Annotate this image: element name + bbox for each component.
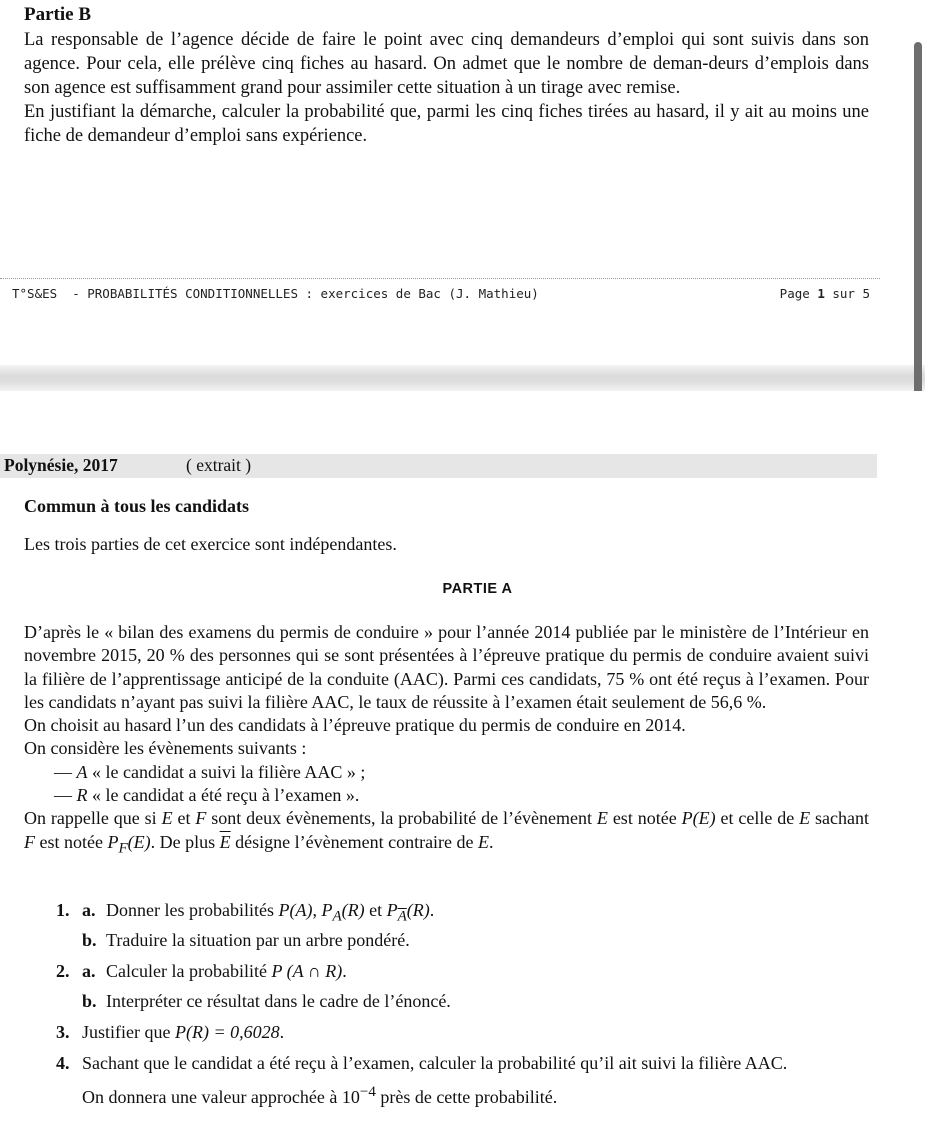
exercise-statement xyxy=(24,621,869,861)
part-b-title: Partie B xyxy=(24,4,92,25)
math-arg-e: (E) xyxy=(127,831,151,852)
statement-paragraph-3: On considère les évènements suivants : xyxy=(24,738,307,759)
recall-text: est notée xyxy=(35,831,108,852)
question-text: On donnera une valeur approchée à xyxy=(82,1087,342,1107)
event-a-text: « le candidat a suivi la filière AAC » ; xyxy=(87,761,366,782)
recall-text: sachant xyxy=(810,808,869,829)
recall-text: est notée xyxy=(607,808,682,829)
recall-text: et celle de xyxy=(715,808,800,829)
question-sub-label: a. xyxy=(82,900,96,920)
document-page-1 xyxy=(0,0,925,365)
event-a-var: A xyxy=(76,761,88,782)
math-sub-a: A xyxy=(332,908,342,925)
footer-page-current: 1 xyxy=(817,286,825,301)
footer-page-number xyxy=(780,286,870,301)
page-separator xyxy=(0,365,925,391)
math-p: P xyxy=(386,900,398,920)
footer-page-suffix: sur 5 xyxy=(824,286,870,301)
question-1a xyxy=(56,899,434,929)
math-e: E xyxy=(161,808,173,829)
footer-page-prefix: Page xyxy=(779,286,818,301)
footer-title: T°S&ES - PROBABILITÉS CONDITIONNELLES : exercices de Bac (J. Mathieu) xyxy=(12,286,539,301)
question-sub-label: b. xyxy=(82,930,97,950)
question-number: 3. xyxy=(56,1022,70,1042)
question-number: 2. xyxy=(56,961,70,981)
math-sub-f: F xyxy=(118,840,128,857)
question-text: Sachant que le candidat a été reçu à l’examen, calculer la probabilité qu’il ait suivi la filière AAC. xyxy=(82,1053,788,1073)
math-pe: P(E) xyxy=(681,808,716,829)
math-pr-value: P(R) = 0,6028 xyxy=(174,1022,280,1042)
question-1b xyxy=(82,929,410,952)
math-arg-r: (R) xyxy=(341,900,365,920)
math-e: E xyxy=(478,831,490,852)
part-b-paragraph-1: La responsable de l’agence décide de faire le point avec cinq demandeurs d’emploi qui sont suivis dans son agence. Pour cela, elle prélève cinq fiches au hasard. On admet que le nombre de deman-deurs d’emplois dans son agence est suffisamment grand pour assimiler cette situation à un tirage avec remise. xyxy=(24,30,869,98)
math-sub-a-bar: A xyxy=(397,908,407,925)
question-text: . xyxy=(279,1022,285,1042)
math-e: E xyxy=(799,808,811,829)
exam-header-band xyxy=(0,454,877,478)
part-b-paragraph-2: En justifiant la démarche, calculer la probabilité que, parmi les cinq fiches tirées au hasard, il y ait au moins une fiche de demandeur d’emploi sans expérience. xyxy=(24,102,869,146)
event-r-var: R xyxy=(76,785,88,806)
math-f: F xyxy=(195,808,207,829)
exam-extract-label: ( extrait ) xyxy=(186,455,252,475)
event-r-text: « le candidat a été reçu à l’examen ». xyxy=(87,785,360,806)
notation-recall xyxy=(24,807,869,860)
footer-divider xyxy=(0,278,880,279)
common-heading: Commun à tous les candidats xyxy=(24,496,250,516)
statement-paragraph-1: D’après le « bilan des examens du permis de conduire » pour l’année 2014 publiée par le ministère de l’Intérieur en novembre 2015, 20 % des personnes qui se sont présentées à l’épreuve pratique du permis de conduire avaient suivi la filière de l’apprentissage anticipé de la conduite (AAC). Parmi ces candidats, 75 % ont été reçus à l’examen. Pour les candidats n’ayant pas suivi la filière AAC, le taux de réussite à l’examen était seulement de 56,6 %. xyxy=(24,622,869,712)
event-a-item xyxy=(24,761,869,784)
recall-text: désigne l’évènement contraire de xyxy=(230,831,479,852)
question-text: Calculer la probabilité xyxy=(106,961,272,981)
math-e: E xyxy=(596,808,608,829)
question-sub-label: a. xyxy=(82,961,96,981)
math-p: P xyxy=(321,900,333,920)
question-text: Interpréter ce résultat dans le cadre de l’énoncé. xyxy=(106,991,451,1011)
statement-paragraph-2: On choisit au hasard l’un des candidats à l’épreuve pratique du permis de conduire en 2014. xyxy=(24,715,686,736)
math-p: P xyxy=(107,831,119,852)
math-e-bar: $\overline{E}$ xyxy=(219,831,231,852)
recall-text: sont deux évènements, la probabilité de l’évènement xyxy=(206,808,597,829)
recall-text: On rappelle que si xyxy=(24,808,162,829)
recall-text: . De plus xyxy=(150,831,220,852)
question-number: 1. xyxy=(56,900,70,920)
question-sub-label: b. xyxy=(82,991,97,1011)
bullet-dash: — xyxy=(54,785,72,806)
math-p-a-inter-r: P (A ∩ R) xyxy=(271,961,343,981)
bullet-dash: — xyxy=(54,761,72,782)
question-text: Donner les probabilités xyxy=(106,900,279,920)
math-ten: 10 xyxy=(341,1087,360,1107)
question-text: Traduire la situation par un arbre pondéré. xyxy=(106,930,410,950)
math-arg-r: (R) xyxy=(406,900,430,920)
event-r-item xyxy=(24,784,869,807)
question-number: 4. xyxy=(56,1053,70,1073)
exam-title: Polynésie, 2017 xyxy=(4,455,118,475)
math-pa: P(A) xyxy=(278,900,313,920)
question-text: , xyxy=(312,900,322,920)
part-b-text xyxy=(24,28,869,148)
document-page-2 xyxy=(0,391,925,1137)
question-4-note xyxy=(82,1081,866,1109)
question-4 xyxy=(56,1052,866,1109)
question-text: . xyxy=(342,961,347,981)
recall-text: et xyxy=(172,808,196,829)
recall-text: . xyxy=(489,831,494,852)
partie-a-heading: PARTIE A xyxy=(442,581,513,597)
question-3 xyxy=(56,1021,284,1044)
question-2a xyxy=(56,960,347,983)
math-f: F xyxy=(24,831,35,852)
intro-text: Les trois parties de cet exercice sont indépendantes. xyxy=(24,534,397,554)
question-text: Justifier que xyxy=(82,1022,175,1042)
question-2b xyxy=(82,990,451,1013)
math-exponent: −4 xyxy=(359,1084,376,1100)
question-text: près de cette probabilité. xyxy=(375,1087,558,1107)
question-text: et xyxy=(364,900,387,920)
question-text: . xyxy=(429,900,435,920)
